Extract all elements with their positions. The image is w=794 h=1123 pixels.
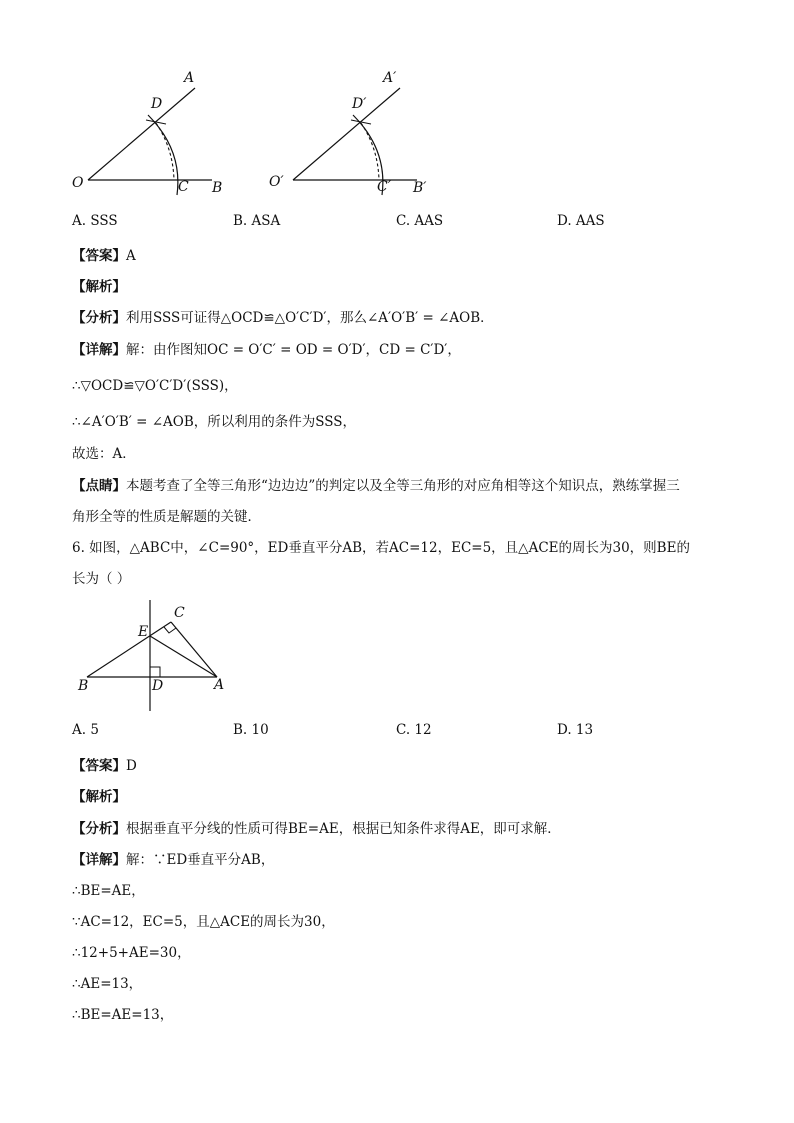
answer-tag: 【答案】 [72,758,126,774]
label-C-prime: C′ [377,179,391,195]
fenxi-tag: 【分析】 [72,821,126,837]
q5-xiangjie-line [72,338,461,358]
q6-stem-1: 6. 如图，△ABC中，∠C=90°，ED垂直平分AB，若AC=12，EC=5，且△ACE的周长为30，则BE的 [72,540,690,556]
fenxi-text: 利用SSS可证得△OCD≌△O′C′D′，那么∠A′O′B′ = ∠AOB． [126,310,494,326]
q5-option-b: B. ASA [233,213,281,229]
q6-step-2: ∵AC=12，EC=5，且△ACE的周长为30， [72,914,335,930]
triangle-figure [72,597,242,715]
q6-option-d: D. 13 [557,722,594,738]
dianjing-tag: 【点睛】 [72,478,126,494]
q5-answer-line [72,244,136,264]
q6-answer-line [72,754,137,774]
xiangjie-tag: 【详解】 [72,852,126,868]
q5-dianjing-line-2: 角形全等的性质是解题的关键． [72,509,261,525]
q6-xiangjie-line [72,848,274,868]
q6-option-a: A. 5 [72,722,99,738]
q5-choose: 故选：A． [72,446,136,462]
label-D-prime: D′ [352,96,367,112]
answer-tag: 【答案】 [72,248,126,264]
q6-step-3: ∴12+5+AE=30， [72,945,191,961]
label-B: B [78,678,89,694]
label-D: D [152,678,164,694]
q6-option-b: B. 10 [233,722,269,738]
label-C: C [178,179,189,195]
xiangjie-text: 解：∵ED垂直平分AB， [126,852,275,868]
label-B-prime: B′ [413,180,427,196]
q5-dianjing-line [72,474,680,494]
q6-step-1: ∴BE=AE， [72,883,145,899]
q5-step-2: ∴∠A′O′B′ = ∠AOB，所以利用的条件为SSS， [72,414,357,430]
label-A: A [184,70,195,86]
fenxi-tag: 【分析】 [72,310,126,326]
q5-option-d: D. AAS [557,213,605,229]
q6-option-c: C. 12 [396,722,432,738]
label-O-prime: O′ [269,174,284,190]
construction-figure-left [60,62,240,202]
dianjing-text-1: 本题考查了全等三角形“边边边”的判定以及全等三角形的对应角相等这个知识点，熟练掌握三 [126,478,680,494]
q5-option-c: C. AAS [396,213,444,229]
fenxi-text: 根据垂直平分线的性质可得BE=AE，根据已知条件求得AE，即可求解． [126,821,561,837]
label-E: E [138,624,149,640]
q6-analysis-tag: 【解析】 [72,789,126,805]
answer-value: A [126,248,136,264]
q6-fenxi-line [72,817,561,837]
label-C: C [174,605,185,621]
q6-stem-2: 长为（ ） [72,571,131,587]
label-B: B [212,180,223,196]
xiangjie-text: 解：由作图知OC = O′C′ = OD = O′D′，CD = C′D′， [126,342,461,358]
label-A: A [214,677,225,693]
construction-figure-right [265,62,445,202]
q5-analysis-tag: 【解析】 [72,279,126,295]
q5-option-a: A. SSS [72,213,118,229]
q5-fenxi-line [72,306,494,326]
q5-step-1: ∴▽OCD≌▽O′C′D′(SSS)， [72,378,238,394]
q6-step-4: ∴AE=13， [72,976,143,992]
label-O: O [72,175,84,191]
label-A-prime: A′ [383,70,397,86]
xiangjie-tag: 【详解】 [72,342,126,358]
label-D: D [151,96,163,112]
answer-value: D [126,758,137,774]
q6-step-5: ∴BE=AE=13， [72,1007,174,1023]
